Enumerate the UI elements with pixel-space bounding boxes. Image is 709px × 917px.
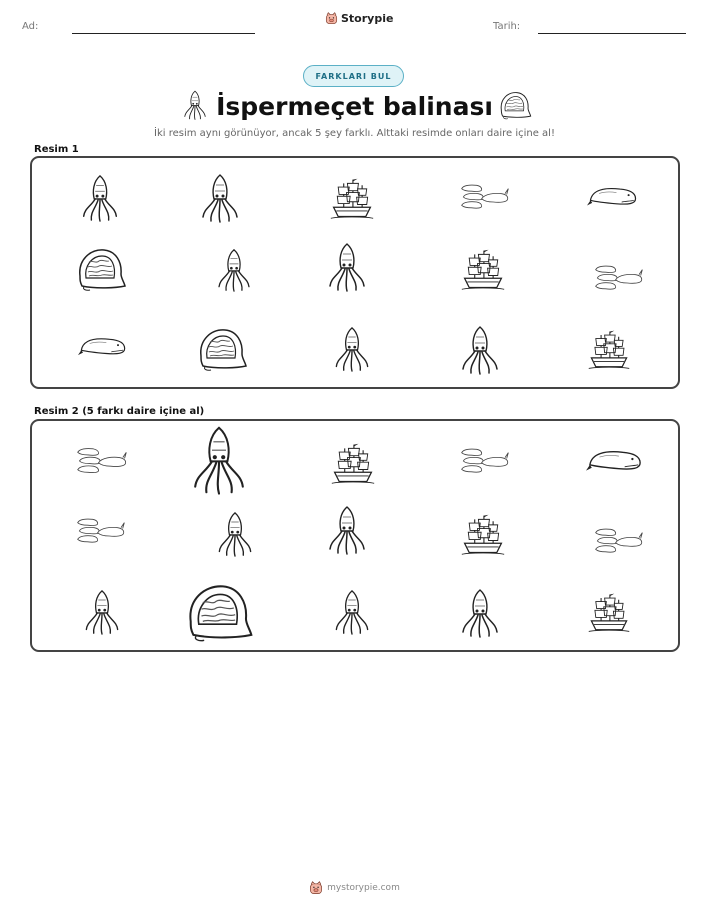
squid-icon	[200, 173, 240, 223]
picture-1-label: Resim 1	[34, 144, 79, 155]
name-label: Ad:	[22, 21, 39, 32]
squid-icon[interactable]	[190, 425, 248, 495]
picture-2-label: Resim 2 (5 farkı daire içine al)	[34, 406, 205, 417]
squid-icon	[326, 242, 368, 292]
whale-school-icon	[460, 182, 510, 212]
squid-icon	[330, 326, 374, 372]
sperm-whale-icon	[78, 332, 128, 360]
whale-school-icon[interactable]	[460, 445, 510, 477]
ship-icon	[586, 328, 632, 372]
squid-icon[interactable]	[214, 511, 256, 557]
squid-icon	[460, 324, 500, 376]
whale-shell-icon	[498, 90, 532, 120]
squid-icon[interactable]	[330, 589, 374, 635]
whale-shell-icon	[76, 246, 126, 292]
pig-logo-icon	[325, 12, 338, 25]
picture-1-panel	[30, 156, 680, 389]
picture-2-panel[interactable]	[30, 419, 680, 652]
ship-icon	[329, 176, 375, 222]
footer-url[interactable]: mystorypie.com	[327, 883, 400, 893]
whale-shell-icon	[196, 326, 248, 372]
ship-icon[interactable]	[460, 511, 506, 559]
activity-badge: FARKLARI BUL	[303, 65, 404, 87]
name-line[interactable]	[72, 33, 255, 34]
date-label: Tarih:	[493, 21, 521, 32]
squid-icon[interactable]	[460, 587, 500, 639]
ship-icon	[460, 246, 506, 294]
ship-icon[interactable]	[586, 591, 632, 635]
ship-icon[interactable]	[330, 441, 376, 487]
brand-name: Storypie	[341, 12, 394, 25]
whale-school-icon	[594, 262, 644, 294]
sperm-whale-icon[interactable]	[586, 445, 644, 475]
sperm-whale-icon	[587, 182, 639, 210]
whale-shell-icon[interactable]	[184, 581, 254, 643]
squid-icon	[213, 248, 255, 292]
footer	[0, 881, 709, 895]
squid-icon[interactable]	[326, 505, 368, 555]
whale-school-icon[interactable]	[76, 515, 126, 547]
squid-icon	[80, 174, 120, 222]
whale-school-icon[interactable]	[76, 445, 128, 477]
pig-logo-icon	[309, 881, 323, 895]
instructions: İki resim aynı görünüyor, ancak 5 şey farklı. Alttaki resimde onları daire içine al!	[154, 128, 555, 139]
brand-logo	[325, 12, 393, 25]
page-title: İspermeçet balinası	[216, 92, 493, 121]
squid-icon[interactable]	[80, 589, 124, 635]
whale-school-icon[interactable]	[594, 525, 644, 557]
date-line[interactable]	[538, 33, 686, 34]
